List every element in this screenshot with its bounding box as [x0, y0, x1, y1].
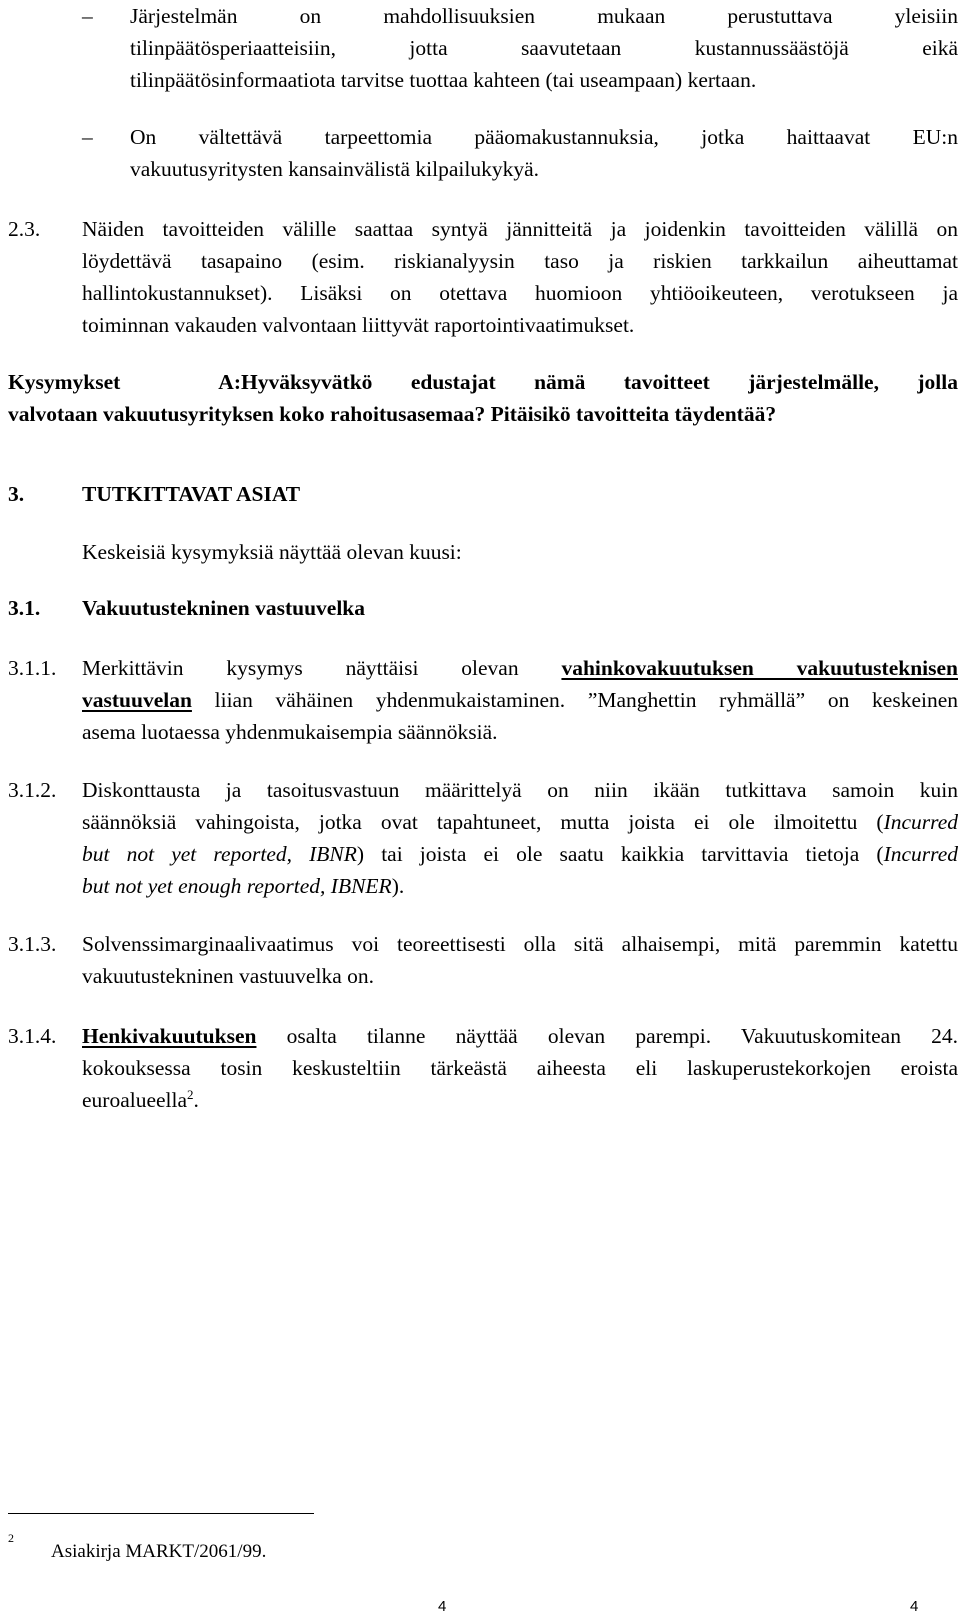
paragraph-number: 3.1.3.: [8, 932, 57, 956]
italic-term: but not yet enough reported, IBNER: [82, 874, 392, 898]
text-line: [82, 684, 958, 716]
text-span: ) tai joista ei ole saatu kaikkia tarvittavia tietoja (: [356, 842, 884, 866]
paragraph-3-1-2: [8, 774, 958, 902]
section-number: 3.1.: [8, 596, 41, 620]
text-line: Järjestelmän on mahdollisuuksien mukaan perustuttava yleisiin: [130, 4, 958, 28]
section-heading-3: [8, 482, 300, 507]
page-number-center: 4: [438, 1598, 447, 1615]
question-text: Hyväksyvätkö edustajat nämä tavoitteet järjestelmälle, jolla: [241, 370, 958, 394]
paragraph-3-1-4: [8, 1020, 958, 1116]
text-span: euroalueella: [82, 1088, 188, 1112]
text-line: löydettävä tasapaino (esim. riskianalyysin taso ja riskien tarkkailun aiheuttamat: [82, 249, 958, 273]
section-intro: Keskeisiä kysymyksiä näyttää olevan kuusi:: [82, 540, 462, 564]
text-span: .: [193, 1088, 199, 1112]
italic-term: but not yet reported, IBNR: [82, 842, 357, 866]
text-line: asema luotaessa yhdenmukaisempia säännöksiä.: [82, 720, 498, 744]
text-span: liian vähäinen yhdenmukaistaminen. ”Manghettin ryhmällä” on keskeinen: [214, 688, 959, 712]
text-line: toiminnan vakauden valvontaan liittyvät raportointivaatimukset.: [82, 313, 635, 337]
text-line: [82, 870, 958, 902]
footnote: [8, 1531, 408, 1563]
text-line: [82, 652, 958, 684]
paragraph-number: 3.1.2.: [8, 778, 57, 802]
text-line: tilinpäätösinformaatiota tarvitse tuottaa kahteen (tai useampaan) kertaan.: [130, 68, 757, 92]
text-line: Näiden tavoitteiden välille saattaa syntyä jännitteitä ja joidenkin tavoitteiden välillä on: [82, 217, 958, 241]
section-heading-3-1: [8, 596, 365, 621]
text-line: kokouksessa tosin keskusteltiin tärkeästä aiheesta eli laskuperustekorkojen eroista: [82, 1056, 958, 1080]
underlined-term: vahinkovakuutuksen vakuutusteknisen: [561, 656, 958, 680]
text-line: Solvenssimarginaalivaatimus voi teoreettisesti olla sitä alhaisempi, mitä paremmin katettu: [82, 932, 958, 956]
section-number: 3.: [8, 482, 25, 506]
underlined-term: Henkivakuutuksen: [82, 1024, 257, 1048]
page-number-right: 4: [910, 1598, 919, 1615]
text-span: osalta tilanne näyttää olevan parempi. Vakuutuskomitean 24.: [286, 1024, 959, 1048]
italic-term: Incurred: [883, 842, 958, 866]
paragraph-number: 3.1.1.: [8, 656, 57, 680]
text-line: valvotaan vakuutusyrityksen koko rahoitusasemaa? Pitäisikö tavoitteita täydentää?: [8, 402, 777, 426]
paragraph-3-1-1: [8, 652, 958, 748]
paragraph-number: 3.1.4.: [8, 1024, 57, 1048]
text-line: [82, 1020, 958, 1052]
text-line: hallintokustannukset). Lisäksi on otettava huomioon yhtiöoikeuteen, verotukseen ja: [82, 281, 958, 305]
text-line: [82, 1084, 958, 1116]
question-label: Kysymykset A:: [8, 370, 241, 394]
text-line: [82, 838, 958, 870]
dash-marker: –: [82, 4, 93, 28]
bullet-item: [82, 0, 958, 96]
text-span: Merkittävin kysymys näyttäisi olevan: [82, 656, 519, 680]
text-line: On vältettävä tarpeettomia pääomakustannuksia, jotka haittaavat EU:n: [130, 125, 958, 149]
paragraph-number: 2.3.: [8, 217, 41, 241]
text-line: vakuutustekninen vastuuvelka on.: [82, 964, 374, 988]
underlined-term: vastuuvelan: [82, 688, 192, 712]
question-block: [8, 366, 958, 430]
bullet-item: [82, 121, 958, 185]
text-line: Diskonttausta ja tasoitusvastuun määrittelyä on niin ikään tutkittava samoin kuin: [82, 778, 958, 802]
dash-marker: –: [82, 125, 93, 149]
text-line: vakuutusyritysten kansainvälistä kilpailukykyä.: [130, 157, 540, 181]
footnote-reference[interactable]: 2: [187, 1086, 194, 1102]
section-title: TUTKITTAVAT ASIAT: [82, 482, 301, 506]
text-span: ).: [391, 874, 405, 898]
paragraph-2-3: [8, 213, 958, 341]
paragraph-3-1-3: [8, 928, 958, 992]
footnote-number: 2: [8, 1531, 14, 1545]
text-span: säännöksiä vahingoista, jotka ovat tapahtuneet, mutta joista ei ole ilmoitettu (: [82, 810, 884, 834]
text-line: [82, 806, 958, 838]
text-line: [8, 366, 958, 398]
italic-term: Incurred: [883, 810, 958, 834]
text-line: tilinpäätösperiaatteisiin, jotta saavutetaan kustannussäästöjä eikä: [130, 36, 958, 60]
footnote-text: Asiakirja MARKT/2061/99.: [51, 1541, 267, 1562]
footnote-divider: [8, 1513, 314, 1514]
section-title: Vakuutustekninen vastuuvelka: [82, 596, 365, 620]
